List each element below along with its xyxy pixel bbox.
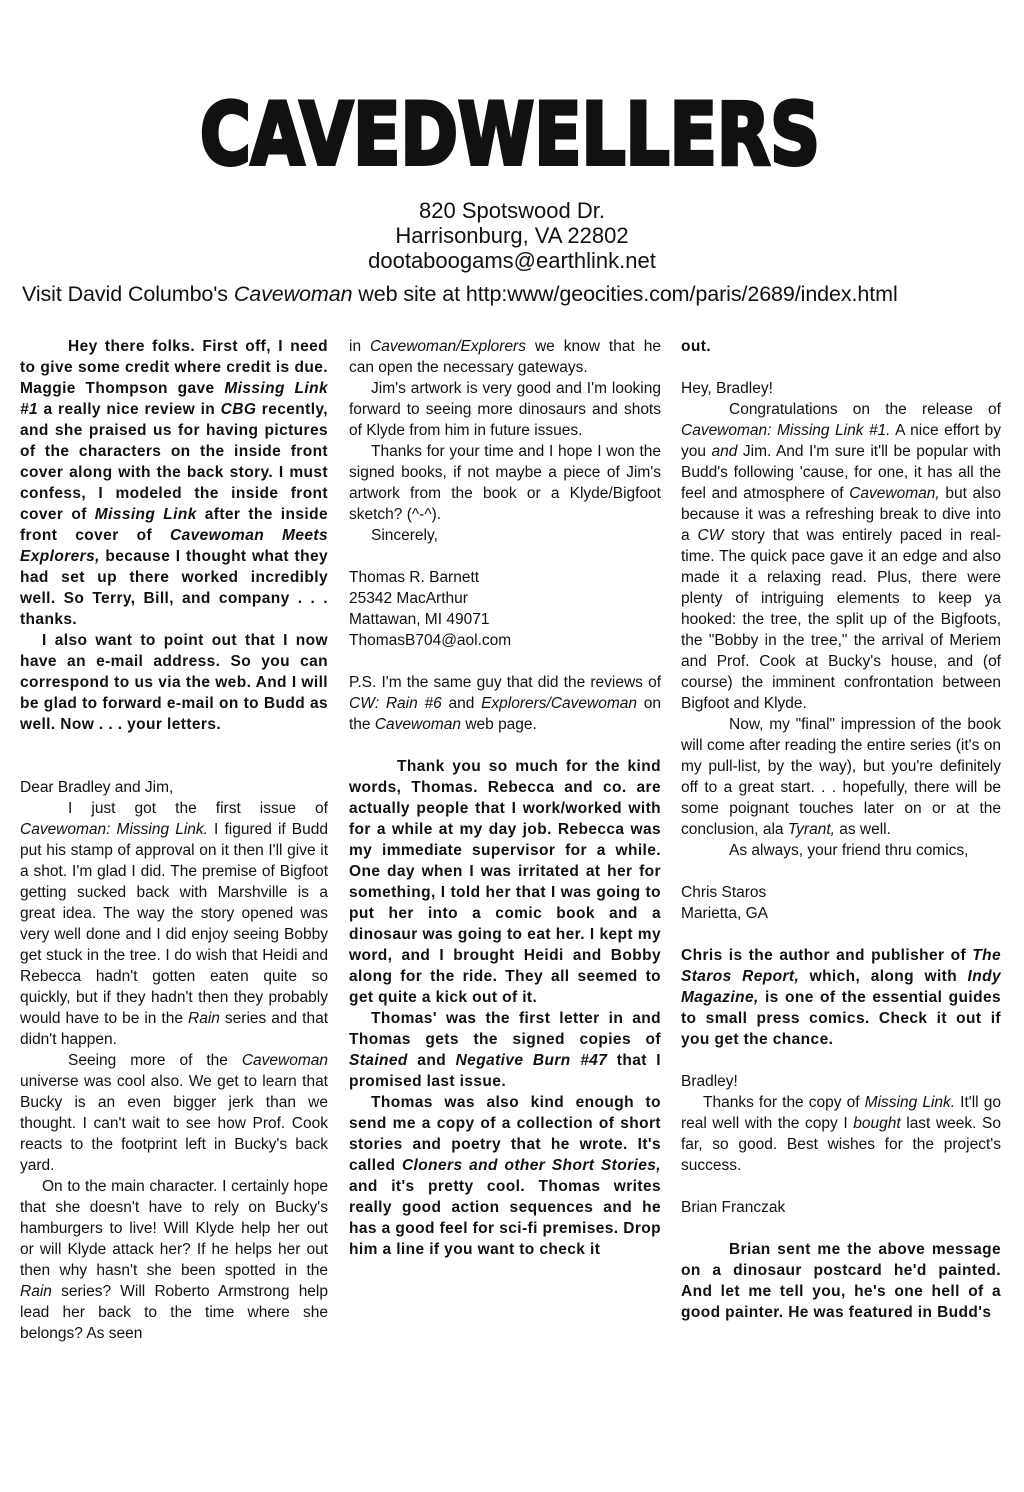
cavedwellers-logo: [190, 85, 830, 185]
letter-paragraph: Thanks for the copy of Missing Link. It'll go real well with the copy I bought last week. So far, so good. Best wishes for the project's success.: [681, 1094, 1001, 1174]
signature-name: Thomas R. Barnett: [349, 569, 480, 586]
website-notice: Visit David Columbo's Cavewoman web site at http:www/geocities.com/paris/2689/index.html: [22, 282, 898, 306]
letter-closing: As always, your friend thru comics,: [729, 842, 969, 859]
editor-reply-paragraph: Thank you so much for the kind words, Thomas. Rebecca and co. are actually people that I work/worked with for a while at my day job. Rebecca was my immediate supervisor for a while. One day when I was irritated at her for something, I told her that I was going to put her into a comic book and a dinosaur was going to eat her. I kept my word, and I brought Heidi and Bobby along for the ride. They all seemed to get quite a kick out of it.: [349, 758, 661, 1006]
letter-paragraph: Congratulations on the release of Cavewoman: Missing Link #1. A nice effort by you and Jim. And I'm sure it'll be popular with Budd's following 'cause, for one, it has all the feel and atmosphere of Cavewoman, but also because it was a refreshing break to dive into a CW story that was entirely paced in real-time. The quick pace gave it an edge and also made it a relaxing read. Plus, there were plenty of intriguing elements to keep ya hooked: the tree, the split up of the Bigfoots, the "Bobby in the tree," the arrival of Meriem and Prof. Cook at Bucky's house, and (of course) the imminent confrontation between Bigfoot and Klyde.: [681, 401, 1001, 712]
letter-paragraph: On to the main character. I certainly hope that she doesn't have to rely on Bucky's hamburgers to live! Will Klyde help her out or will Klyde attack her? If he helps her out then why hasn't she been spotted in the Rain series? Will Roberto Armstrong help lead her back to the time where she belongs? As seen: [20, 1178, 328, 1342]
contact-email: dootaboogams@earthlink.net: [368, 248, 656, 273]
letter-paragraph: Jim's artwork is very good and I'm looking forward to seeing more dinosaurs and shots of Klyde from him in future issues.: [349, 380, 661, 439]
column-3: [681, 336, 1001, 1323]
signature-name: Brian Franczak: [681, 1199, 786, 1216]
letter-closing: Sincerely,: [371, 527, 438, 544]
address-street: 820 Spotswood Dr.: [419, 198, 605, 223]
editor-reply-paragraph: Brian sent me the above message on a dinosaur postcard he'd painted. And let me tell you, he's one hell of a good painter. He was featured in Budd's: [681, 1241, 1001, 1321]
letter-paragraph: Now, my "final" impression of the book will come after reading the entire series (it's on my pull-list, by the way), but you're definitely off to a great start. . . hopefully, there will be some poignant touches later on or at the conclusion, ala Tyrant, as well.: [681, 716, 1001, 838]
logo-text: CAVEDWELLERS: [200, 85, 820, 185]
letter-salutation: Dear Bradley and Jim,: [20, 779, 174, 796]
signature-city: Mattawan, MI 49071: [349, 611, 490, 628]
editor-reply-paragraph: Thomas was also kind enough to send me a copy of a collection of short stories and poetry that he wrote. It's called Cloners and other Short Stories, and it's pretty cool. Thomas writes really good action sequences and he has a good feel for sci-fi premises. Drop him a line if you want to check it: [349, 1094, 661, 1258]
letter-paragraph: Thanks for your time and I hope I won the signed books, if not maybe a piece of Jim's artwork from the book or a Klyde/Bigfoot sketch? (^-^).: [349, 443, 661, 523]
editor-reply-paragraph: Thomas' was the first letter in and Thomas gets the signed copies of Stained and Negative Burn #47 that I promised last issue.: [349, 1010, 662, 1090]
signature-city: Marietta, GA: [681, 905, 768, 922]
editor-reply-paragraph: Chris is the author and publisher of The Staros Report, which, along with Indy Magazine, is one of the essential guides to small press comics. Check it out if you get the chance.: [681, 947, 1001, 1048]
signature-name: Chris Staros: [681, 884, 767, 901]
letter-paragraph: in Cavewoman/Explorers we know that he can open the necessary gateways.: [349, 338, 661, 376]
signature-street: 25342 MacArthur: [349, 590, 468, 607]
address-city: Harrisonburg, VA 22802: [395, 223, 629, 248]
column-2: [349, 336, 661, 1260]
postscript: P.S. I'm the same guy that did the reviews of CW: Rain #6 and Explorers/Cavewoman on the Cavewoman web page.: [349, 674, 661, 733]
editor-email-paragraph: I also want to point out that I now have an e-mail address. So you can correspond to us via the web. And I will be glad to forward e-mail on to Budd as well. Now . . . your letters.: [20, 632, 328, 733]
letter-paragraph: Seeing more of the Cavewoman universe was cool also. We get to learn that Bucky is an even bigger jerk than we thought. I can't wait to see how Prof. Cook reacts to the footprint left in Bucky's back yard.: [20, 1052, 328, 1174]
editor-reply-continuation: out.: [681, 338, 712, 355]
letter-paragraph: I just got the first issue of Cavewoman: Missing Link. I figured if Budd put his stamp of approval on it then I'll give it a shot. I'm glad I did. The premise of Bigfoot getting sucked back with Marshville is a great idea. The way the story opened was very well done and I did enjoy seeing Bobby get stuck in the tree. I do wish that Heidi and Rebecca hadn't gotten eaten quite so quickly, but if they hadn't then they probably would have to be in the Rain series and that didn't happen.: [20, 800, 329, 1048]
signature-email: ThomasB704@aol.com: [349, 632, 512, 649]
letter-salutation: Bradley!: [681, 1073, 738, 1090]
column-1: [20, 336, 328, 1344]
editor-intro-paragraph: Hey there folks. First off, I need to give some credit where credit is due. Maggie Thompson gave Missing Link #1 a really nice review in CBG recently, and she praised us for having pictures of the characters on the inside front cover along with the back story. I must confess, I modeled the inside front cover of Missing Link after the inside front cover of Cavewoman Meets Explorers, because I thought what they had set up there worked incredibly well. So Terry, Bill, and company . . . thanks.: [20, 338, 328, 628]
letter-salutation: Hey, Bradley!: [681, 380, 773, 397]
